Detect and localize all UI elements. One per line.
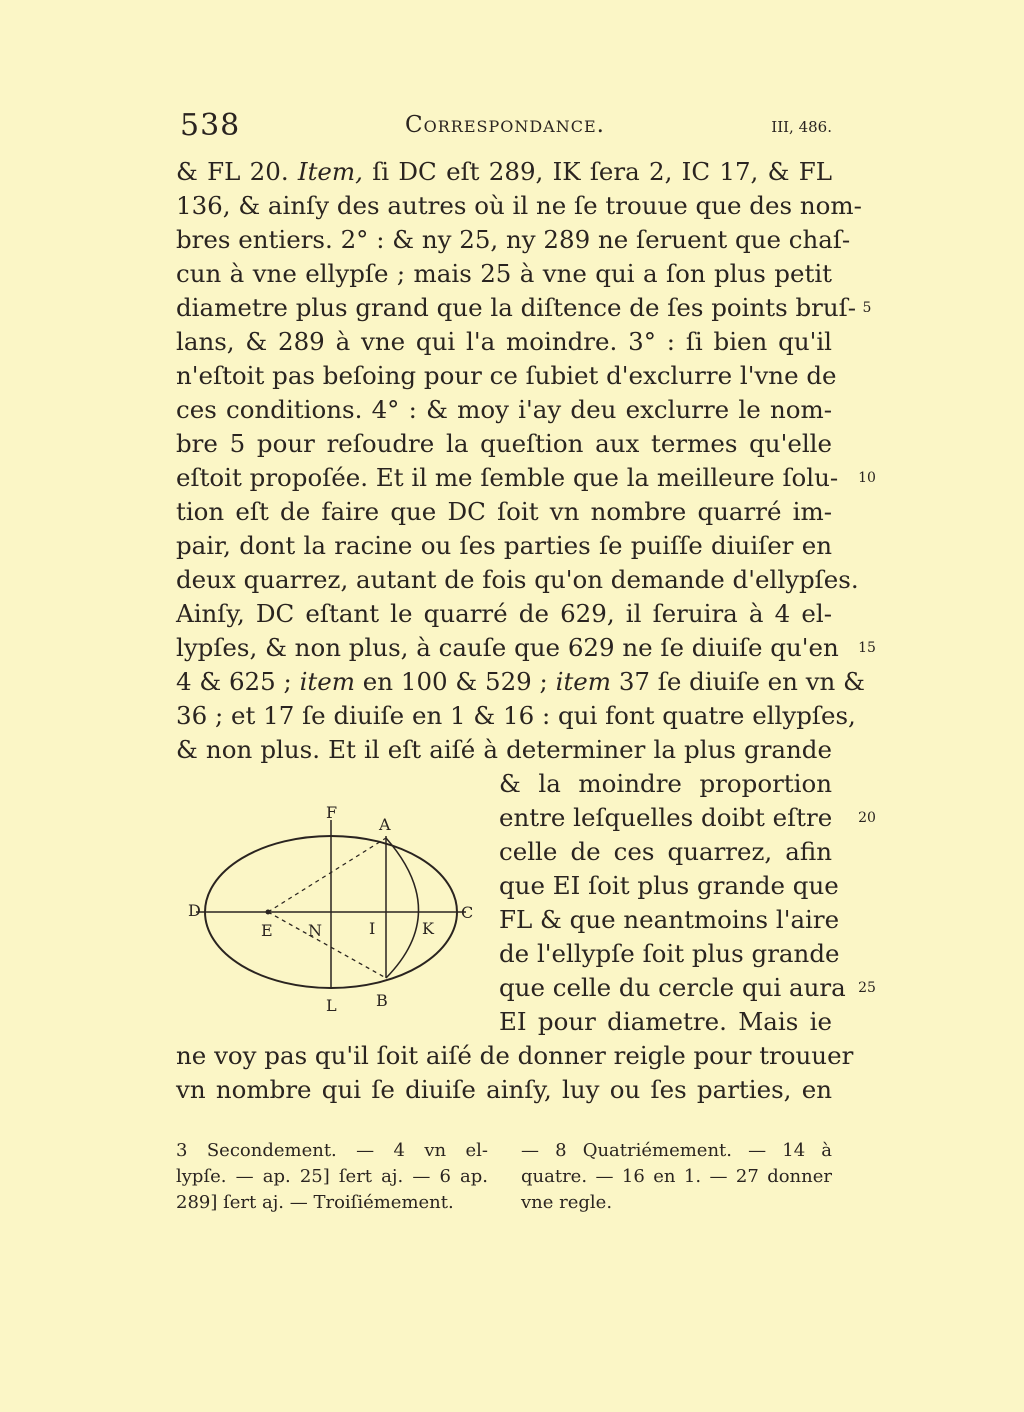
text-line: de l'ellypſe ſoit plus grande: [499, 939, 840, 968]
italic-span: item: [555, 667, 612, 696]
text-line: ces conditions. 4° : & moy i'ay deu exclurre le nom-: [176, 395, 832, 424]
volume-reference: III, 486.: [771, 118, 832, 136]
label-N: N: [308, 921, 322, 940]
text-span: en 100 & 529 ;: [362, 667, 548, 696]
notes-right-column: [521, 1138, 832, 1216]
line-number: 20: [858, 810, 876, 826]
label-A: A: [379, 815, 391, 834]
text-line: tion eſt de faire que DC ſoit vn nombre quarré im-: [176, 497, 832, 526]
label-B: B: [376, 991, 388, 1010]
text-line: 136, & ainſy des autres où il ne ſe trouue que des nom-: [176, 191, 862, 220]
dashed-line-EA: [268, 838, 386, 912]
text-line: cun à vne ellypſe ; mais 25 à vne qui a ſon plus petit: [176, 259, 832, 288]
text-line: ne voy pas qu'il ſoit aiſé de donner reigle pour trouuer: [176, 1041, 854, 1070]
text-line: bre 5 pour reſoudre la queſtion aux termes qu'elle: [176, 429, 832, 458]
critical-notes: [176, 1138, 832, 1228]
focus-point: [266, 910, 271, 915]
ellipse-figure: [176, 798, 476, 1023]
label-D: D: [188, 901, 201, 920]
text-line: que EI ſoit plus grande que: [499, 871, 839, 900]
text-line: bres entiers. 2° : & ny 25, ny 289 ne ſeruent que chaſ-: [176, 225, 851, 254]
page-number: 538: [180, 108, 241, 143]
note-line: lypſe. — ap. 25] ſert aj. — 6 ap.: [176, 1166, 488, 1187]
label-F: F: [326, 803, 338, 822]
line-number: 25: [858, 980, 876, 996]
text-span: ſi DC eſt 289, IK ſera 2, IC 17, & FL: [372, 157, 832, 186]
label-L: L: [326, 996, 337, 1015]
line-number: 10: [858, 470, 876, 486]
line-number: 5: [862, 300, 872, 316]
text-line: pair, dont la racine ou ſes parties ſe puiſſe diuiſer en: [176, 531, 832, 560]
text-line: [176, 155, 832, 189]
text-line: Ainſy, DC eſtant le quarré de 629, il ſeruira à 4 el-: [176, 599, 832, 628]
note-line: quatre. — 16 en 1. — 27 donner: [521, 1166, 832, 1187]
running-title: Correspondance.: [405, 112, 605, 138]
text-line: EI pour diametre. Mais ie: [499, 1007, 832, 1036]
circle-arc: [386, 838, 419, 978]
text-line: lypſes, & non plus, à cauſe que 629 ne ſe diuiſe qu'en: [176, 633, 839, 662]
text-span: 4 & 625 ;: [176, 667, 292, 696]
notes-left-column: [176, 1138, 488, 1216]
label-K: K: [422, 919, 434, 938]
text-span: & FL 20.: [176, 157, 289, 186]
text-line: & la moindre proportion: [499, 769, 832, 798]
running-header: [178, 108, 832, 148]
text-line: diametre plus grand que la diſtence de ſes points bruſ-: [176, 293, 856, 322]
text-line: 36 ; et 17 ſe diuiſe en 1 & 16 : qui font quatre ellypſes,: [176, 701, 856, 730]
label-E: E: [261, 921, 273, 940]
text-line: vn nombre qui ſe diuiſe ainſy, luy ou ſes parties, en: [176, 1075, 832, 1104]
note-line: 3 Secondement. — 4 vn el-: [176, 1140, 488, 1161]
text-line: que celle du cercle qui aura: [499, 973, 846, 1002]
text-line: celle de ces quarrez, afin: [499, 837, 832, 866]
text-line: entre leſquelles doibt eſtre: [499, 803, 833, 832]
ellipse-diagram: [176, 798, 476, 1023]
text-line: [176, 665, 865, 699]
text-span: 37 ſe diuiſe en vn &: [618, 667, 865, 696]
note-line: vne regle.: [521, 1192, 613, 1213]
text-line: deux quarrez, autant de fois qu'on demande d'ellypſes.: [176, 565, 859, 594]
note-line: 289] ſert aj. — Troiſiémement.: [176, 1192, 454, 1213]
label-C: C: [461, 903, 474, 922]
italic-span: item: [299, 667, 355, 696]
text-line: eſtoit propoſée. Et il me ſemble que la meilleure ſolu-: [176, 463, 839, 492]
note-line: — 8 Quatriémement. — 14 à: [521, 1140, 832, 1161]
text-line: lans, & 289 à vne qui l'a moindre. 3° : ſi bien qu'il: [176, 327, 832, 356]
text-line: FL & que neantmoins l'aire: [499, 905, 840, 934]
label-I: I: [369, 919, 376, 938]
italic-span: Item,: [297, 157, 363, 186]
line-number: 15: [858, 640, 876, 656]
text-line: n'eſtoit pas beſoing pour ce ſubiet d'exclurre l'vne de: [176, 361, 837, 390]
text-line: & non plus. Et il eſt aiſé à determiner la plus grande: [176, 735, 832, 764]
